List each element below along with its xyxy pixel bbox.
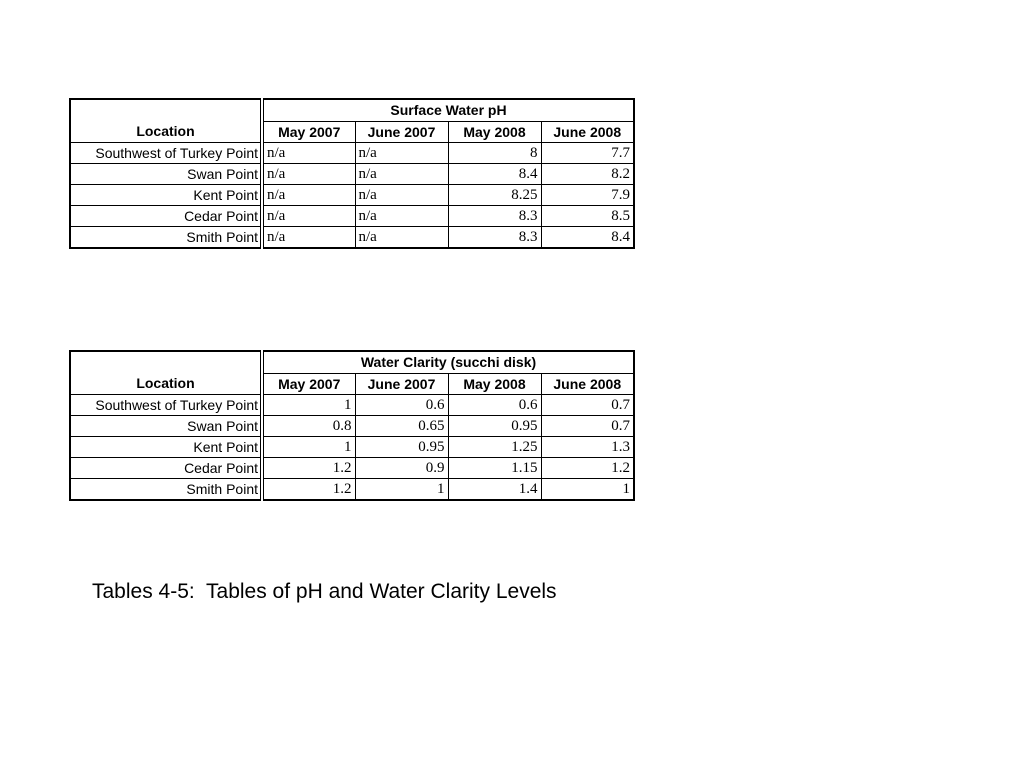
value-cell: 8.3 (448, 206, 541, 227)
column-header: June 2008 (541, 374, 634, 395)
value-cell: 8.4 (448, 164, 541, 185)
value-cell: 8.2 (541, 164, 634, 185)
value-cell: n/a (262, 227, 355, 249)
value-cell: 1.25 (448, 437, 541, 458)
value-cell: 7.9 (541, 185, 634, 206)
value-cell: 0.95 (355, 437, 448, 458)
location-cell: Southwest of Turkey Point (70, 143, 262, 164)
value-cell: 8 (448, 143, 541, 164)
location-cell: Cedar Point (70, 206, 262, 227)
column-header: June 2008 (541, 122, 634, 143)
table-row (70, 437, 634, 458)
location-header: Location (70, 351, 262, 395)
table-row (70, 416, 634, 437)
value-cell: n/a (355, 143, 448, 164)
location-cell: Smith Point (70, 479, 262, 501)
value-cell: n/a (355, 227, 448, 249)
table-row (70, 164, 634, 185)
value-cell: 1 (262, 437, 355, 458)
value-cell: 1 (262, 395, 355, 416)
value-cell: 8.25 (448, 185, 541, 206)
value-cell: 8.4 (541, 227, 634, 249)
value-cell: 1 (355, 479, 448, 501)
location-cell: Swan Point (70, 164, 262, 185)
tables-caption: Tables 4-5: Tables of pH and Water Clarity Levels (92, 580, 557, 603)
value-cell: 1.2 (262, 479, 355, 501)
value-cell: n/a (355, 206, 448, 227)
value-cell: 8.5 (541, 206, 634, 227)
value-cell: n/a (262, 185, 355, 206)
value-cell: 1 (541, 479, 634, 501)
value-cell: 0.95 (448, 416, 541, 437)
group-header: Surface Water pH (262, 99, 634, 122)
value-cell: n/a (355, 164, 448, 185)
column-header: May 2007 (262, 374, 355, 395)
value-cell: n/a (262, 143, 355, 164)
value-cell: n/a (262, 164, 355, 185)
value-cell: 0.8 (262, 416, 355, 437)
column-header: May 2008 (448, 374, 541, 395)
table-row (70, 143, 634, 164)
value-cell: 0.7 (541, 395, 634, 416)
value-cell: 0.65 (355, 416, 448, 437)
value-cell: 1.15 (448, 458, 541, 479)
value-cell: 1.4 (448, 479, 541, 501)
location-cell: Smith Point (70, 227, 262, 249)
location-cell: Kent Point (70, 185, 262, 206)
value-cell: 1.2 (262, 458, 355, 479)
value-cell: 0.7 (541, 416, 634, 437)
water-clarity-table (69, 350, 635, 501)
group-header: Water Clarity (succhi disk) (262, 351, 634, 374)
value-cell: 0.6 (448, 395, 541, 416)
table-row (70, 395, 634, 416)
value-cell: 1.3 (541, 437, 634, 458)
table-row (70, 227, 634, 249)
value-cell: 0.9 (355, 458, 448, 479)
value-cell: 0.6 (355, 395, 448, 416)
value-cell: 8.3 (448, 227, 541, 249)
column-header: May 2008 (448, 122, 541, 143)
value-cell: n/a (262, 206, 355, 227)
location-cell: Southwest of Turkey Point (70, 395, 262, 416)
table-row (70, 206, 634, 227)
column-header: May 2007 (262, 122, 355, 143)
surface-water-ph-table (69, 98, 635, 249)
location-cell: Cedar Point (70, 458, 262, 479)
location-header: Location (70, 99, 262, 143)
column-header: June 2007 (355, 374, 448, 395)
value-cell: 7.7 (541, 143, 634, 164)
value-cell: 1.2 (541, 458, 634, 479)
value-cell: n/a (355, 185, 448, 206)
location-cell: Kent Point (70, 437, 262, 458)
column-header: June 2007 (355, 122, 448, 143)
table-row (70, 479, 634, 501)
location-cell: Swan Point (70, 416, 262, 437)
table-row (70, 185, 634, 206)
table-row (70, 458, 634, 479)
